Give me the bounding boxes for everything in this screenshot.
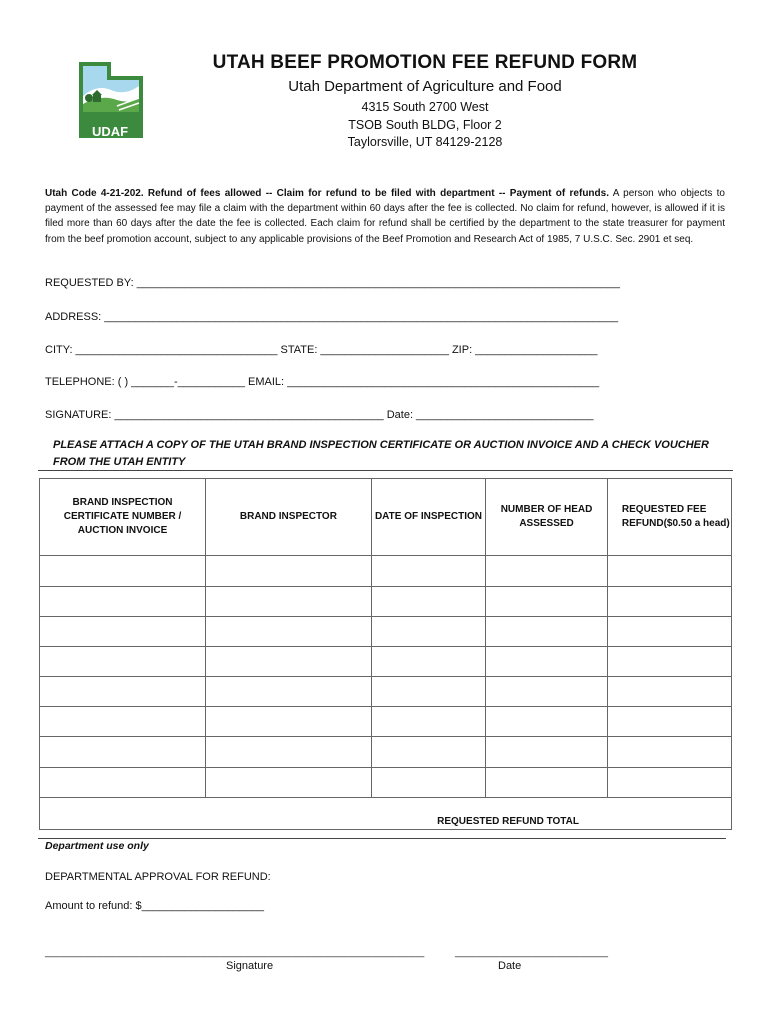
utah-code-text: A person who objects to payment of the assessed fee may file a claim with the department within 60 days after the fee is collected. No claim for refund, however, is allowed if it is filed more than 60 days after the date the fee is collected. Each claim for refund shall be certified by the department to the state treasurer for payment from the beef promotion account, subject to any applicable provisions of the Beef Promotion and Research Act of 1985, 7 U.S.C. Sec. 2901 et seq. [45, 188, 725, 245]
total-row [40, 797, 732, 829]
department-signature-line[interactable]: ______________________________________________________________ [45, 946, 425, 958]
refund-table [39, 478, 732, 830]
signature-label: Signature [226, 960, 274, 972]
table-row[interactable] [40, 556, 732, 586]
address-line-3: Taylorsville, UT 84129-2128 [347, 135, 503, 149]
table-row[interactable] [40, 646, 732, 676]
table-row[interactable] [40, 586, 732, 616]
col-date-of-inspection: DATE OF INSPECTION [371, 479, 485, 556]
address-field[interactable]: ADDRESS: ____________________________________________________________________________________ [45, 311, 619, 323]
address-line-1: 4315 South 2700 West [361, 100, 489, 114]
table-row[interactable] [40, 616, 732, 646]
table-header-row [40, 479, 732, 556]
agency-name: Utah Department of Agriculture and Food [288, 78, 562, 95]
telephone-email-field[interactable]: TELEPHONE: ( ) _______-___________ EMAIL: ___________________________________________________ [45, 376, 600, 388]
department-date-line[interactable]: _________________________ [455, 946, 608, 958]
col-requested-fee: REQUESTED FEE REFUND($0.50 a head) [607, 479, 731, 556]
logo-text: UDAF [91, 124, 129, 139]
form-title: UTAH BEEF PROMOTION FEE REFUND FORM [212, 52, 638, 73]
divider [38, 470, 733, 471]
table-row[interactable] [40, 677, 732, 707]
signature-date-field[interactable]: SIGNATURE: ____________________________________________ Date: _____________________________ [45, 409, 594, 421]
department-use-heading: Department use only [45, 840, 149, 852]
table-row[interactable] [40, 767, 732, 797]
col-number-of-head: NUMBER OF HEAD ASSESSED [486, 479, 608, 556]
address-line-2: TSOB South BLDG, Floor 2 [348, 118, 502, 132]
attach-notice: PLEASE ATTACH A COPY OF THE UTAH BRAND INSPECTION CERTIFICATE OR AUCTION INVOICE AND A CHECK VOUCHER FROM THE UTAH ENTITY [53, 439, 709, 468]
utah-code-paragraph [45, 186, 725, 247]
city-state-zip-field[interactable]: CITY: _________________________________ STATE: _____________________ ZIP: ____________________ [45, 344, 598, 356]
amount-to-refund-field[interactable]: Amount to refund: $____________________ [45, 900, 264, 912]
divider [38, 838, 726, 839]
utah-code-lead: Utah Code 4-21-202. Refund of fees allowed -- Claim for refund to be filed with department -- Payment of refunds. [45, 188, 609, 199]
requested-refund-total: REQUESTED REFUND TOTAL [40, 797, 732, 829]
col-certificate-number: BRAND INSPECTION CERTIFICATE NUMBER / AUCTION INVOICE [40, 479, 206, 556]
table-row[interactable] [40, 737, 732, 767]
date-label: Date [498, 960, 522, 972]
table-row[interactable] [40, 707, 732, 737]
approval-label: DEPARTMENTAL APPROVAL FOR REFUND: [45, 871, 271, 883]
col-brand-inspector: BRAND INSPECTOR [206, 479, 372, 556]
requested-by-field[interactable]: REQUESTED BY: _______________________________________________________________________________ [45, 277, 620, 289]
